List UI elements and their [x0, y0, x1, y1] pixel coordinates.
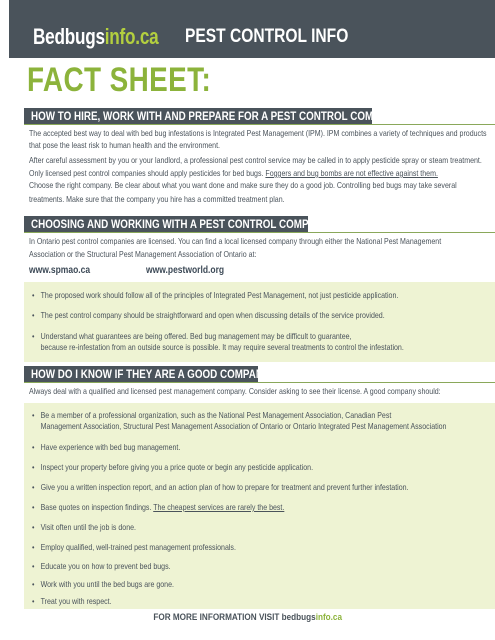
list-item-text-continued: because re-infestation from an outside source is possible. It may require several treatments to control the infestation.	[40, 343, 404, 352]
list-item-text: Be a member of a professional organization, such as the National Pest Management Association, Canadian Pest	[40, 411, 392, 420]
list-item-text: Treat you with respect.	[40, 597, 112, 606]
bullet-icon: •	[32, 597, 35, 606]
bullet-icon: •	[32, 443, 35, 452]
list-item-text: Understand what guarantees are being offered. Bed bug management may be difficult to guarantee,	[40, 332, 352, 341]
bullet-icon: •	[32, 411, 35, 420]
section-heading-good-company-label: HOW DO I KNOW IF THEY ARE A GOOD COMPANY?	[31, 367, 276, 381]
list-item-text: The pest control company should be straightforward and open when discussing details of the service provided.	[40, 311, 385, 320]
list-item	[32, 410, 446, 432]
paragraph-line: that pose the least risk to human health and the environment.	[29, 141, 221, 150]
list-item-text: Have experience with bed bug management.	[40, 443, 181, 452]
list-item	[32, 310, 385, 321]
footer-info	[0, 612, 495, 623]
header-banner	[9, 0, 495, 58]
underlined-warning: Foggers and bug bombs are not effective against them.	[265, 169, 438, 178]
list-item-text: Visit often until the job is done.	[40, 523, 136, 532]
section-heading-choosing	[24, 216, 329, 233]
list-item-text: Give you a written inspection report, and an action plan of how to prepare for treatment and prevent further infestation.	[40, 483, 409, 492]
section-divider	[24, 382, 495, 383]
bullet-icon: •	[32, 311, 35, 320]
bullet-icon: •	[32, 523, 35, 532]
list-item-text: Inspect your property before giving you a price quote or begin any pesticide application.	[40, 463, 314, 472]
brand-accent: info.ca	[104, 24, 159, 49]
bullet-icon: •	[32, 580, 35, 589]
list-item	[32, 542, 236, 553]
list-item-text: The proposed work should follow all of the principles of Integrated Pest Management, not just pesticide application.	[40, 291, 399, 300]
website-pestworld: www.pestworld.org	[146, 265, 225, 276]
section-divider	[24, 232, 495, 233]
paragraph-line: After careful assessment by you or your landlord, a professional pest control service may be called in to apply pesticide spray or steam treatment.	[29, 156, 482, 165]
list-item	[32, 596, 112, 607]
paragraph-line: Choose the right company. Be clear about what you want done and make sure they do a good job. Controlling bed bugs may take several	[29, 181, 457, 190]
bullet-icon: •	[32, 332, 35, 341]
list-item	[32, 482, 409, 493]
paragraph-line: Association or the Structural Pest Management Association of Ontario at:	[29, 250, 257, 259]
paragraph-line	[29, 168, 438, 179]
website-spmao: www.spmao.ca	[29, 265, 91, 276]
bullet-icon: •	[32, 483, 35, 492]
brand-logo	[33, 24, 158, 50]
bullet-icon: •	[32, 562, 35, 571]
section-heading-hire-label: HOW TO HIRE, WORK WITH AND PREPARE FOR A PEST CONTROL COMPANY	[31, 109, 400, 123]
list-item	[32, 561, 171, 572]
fact-sheet-title: FACT SHEET:	[27, 61, 212, 99]
list-item-text: Employ qualified, well-trained pest management professionals.	[40, 543, 236, 552]
footer-text: FOR MORE INFORMATION VISIT bedbugs	[153, 612, 316, 623]
list-item-text-continued: Management Association, Structural Pest Management Association of Ontario or Ontario Integrated Pest Management Association	[40, 422, 447, 431]
brand-main: Bedbugs	[33, 24, 105, 49]
section-heading-hire	[24, 108, 400, 125]
section-heading-good-company	[24, 366, 276, 383]
bullet-icon: •	[32, 543, 35, 552]
paragraph-line: Always deal with a qualified and licensed pest management company. Consider asking to see their license. A good company should:	[29, 387, 441, 396]
paragraph-line: The accepted best way to deal with bed bug infestations is Integrated Pest Management (IPM). IPM combines a variety of techniques and products	[29, 129, 487, 138]
paragraph-line: treatments. Make sure that the company you hire has a committed treatment plan.	[29, 195, 285, 204]
list-item-text: Educate you on how to prevent bed bugs.	[40, 562, 171, 571]
underlined-warning: The cheapest services are rarely the best.	[153, 503, 285, 512]
list-item	[32, 442, 180, 453]
list-item	[32, 522, 136, 533]
footer-accent: info.ca	[315, 612, 342, 623]
section-heading-choosing-label: CHOOSING AND WORKING WITH A PEST CONTROL COMPANY	[31, 217, 329, 231]
list-item	[32, 290, 398, 301]
header-title: PEST CONTROL INFO	[185, 26, 349, 47]
bullet-icon: •	[32, 291, 35, 300]
list-item	[32, 462, 313, 473]
bullet-icon: •	[32, 463, 35, 472]
list-item	[32, 331, 404, 353]
list-item	[32, 579, 174, 590]
bullet-icon: •	[32, 503, 35, 512]
section-divider	[24, 124, 495, 125]
paragraph-text: Only licensed pest control companies should apply pesticides for bed bugs.	[29, 169, 266, 178]
list-item-text: Base quotes on inspection findings.	[40, 503, 154, 512]
paragraph-line: In Ontario pest control companies are licensed. You can find a local licensed company through either the National Pest Management	[29, 237, 442, 246]
list-item-text: Work with you until the bed bugs are gone.	[40, 580, 174, 589]
list-item	[32, 502, 284, 513]
